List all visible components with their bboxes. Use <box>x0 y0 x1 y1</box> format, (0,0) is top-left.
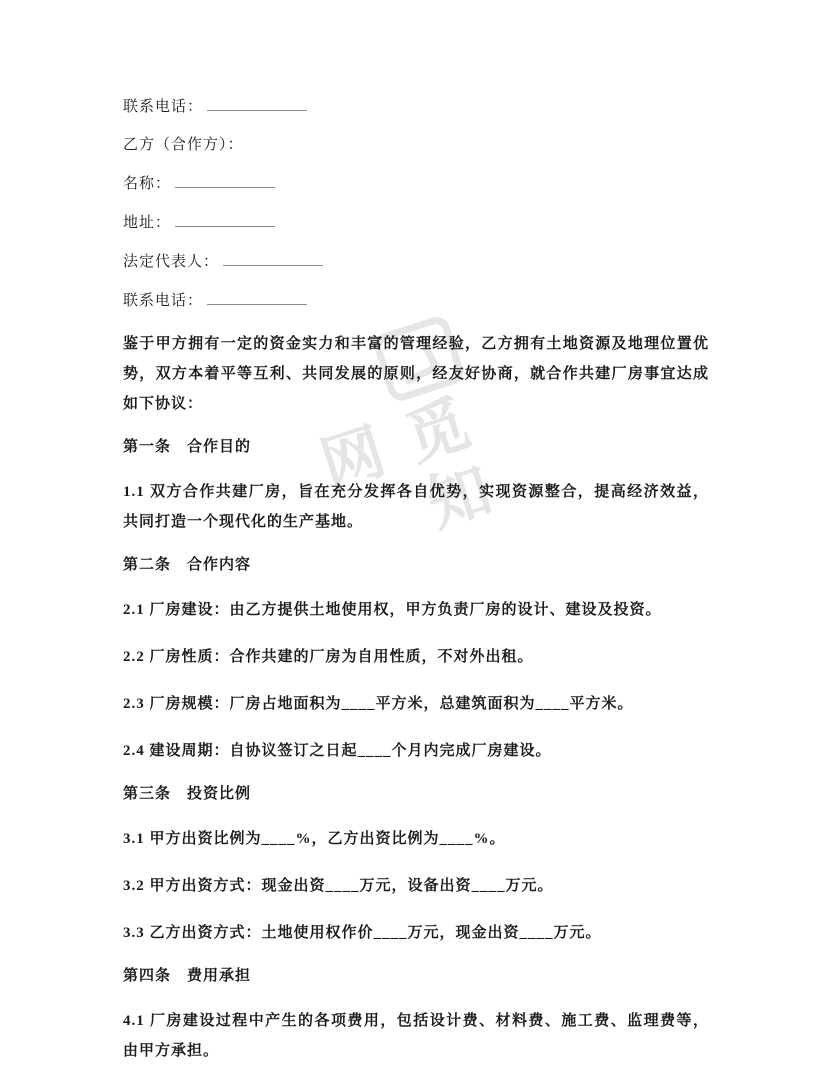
field-label: 联系电话： <box>123 293 204 309</box>
form-field-line <box>123 212 709 234</box>
form-field-line <box>123 135 709 156</box>
form-field-line <box>123 251 709 273</box>
field-label: 名称： <box>123 176 172 192</box>
watermark-text: 觅知网 <box>304 390 498 545</box>
form-field-line <box>123 96 709 118</box>
document-content <box>123 96 709 1074</box>
paragraph: 3.3 乙方出资方式：土地使用权作价____万元，现金出资____万元。 <box>123 925 602 941</box>
section-heading: 第二条 合作内容 <box>123 557 252 573</box>
paragraph: 2.2 厂房性质：合作共建的厂房为自用性质，不对外出租。 <box>123 649 534 665</box>
blank-underline <box>207 290 307 305</box>
field-label: 法定代表人： <box>123 254 220 270</box>
form-field-line <box>123 173 709 195</box>
paragraph: 2.3 厂房规模：厂房占地面积为____平方米，总建筑面积为____平方米。 <box>123 696 634 712</box>
field-label: 乙方（合作方）： <box>123 137 244 153</box>
paragraph: 2.4 建设周期：自协议签订之日起____个月内完成厂房建设。 <box>123 743 552 759</box>
blank-underline <box>223 251 323 266</box>
paragraph: 2.1 厂房建设：由乙方提供土地使用权，甲方负责厂房的设计、建设及投资。 <box>123 602 662 618</box>
field-label: 联系电话： <box>123 99 204 115</box>
paragraph: 3.2 甲方出资方式：现金出资____万元，设备出资____万元。 <box>123 878 554 894</box>
section-heading: 第一条 合作目的 <box>123 439 252 455</box>
blank-underline <box>175 173 275 188</box>
section-heading: 第三条 投资比例 <box>123 786 252 802</box>
paragraph: 4.1 厂房建设过程中产生的各项费用，包括设计费、材料费、施工费、监理费等，由甲方承担。 <box>123 1013 709 1059</box>
blank-underline <box>207 96 307 111</box>
paragraph: 3.1 甲方出资比例为____%，乙方出资比例为____%。 <box>123 831 506 847</box>
form-field-line <box>123 290 709 312</box>
blank-underline <box>175 212 275 227</box>
paragraph: 1.1 双方合作共建厂房，旨在充分发挥各自优势，实现资源整合，提高经济效益，共同打造一个现代化的生产基地。 <box>123 484 709 530</box>
section-heading: 第四条 费用承担 <box>123 968 252 984</box>
field-label: 地址： <box>123 215 172 231</box>
paragraph: 鉴于甲方拥有一定的资金实力和丰富的管理经验，乙方拥有土地资源及地理位置优势，双方本着平等互利、共同发展的原则，经友好协商，就合作共建厂房事宜达成如下协议： <box>123 336 709 412</box>
